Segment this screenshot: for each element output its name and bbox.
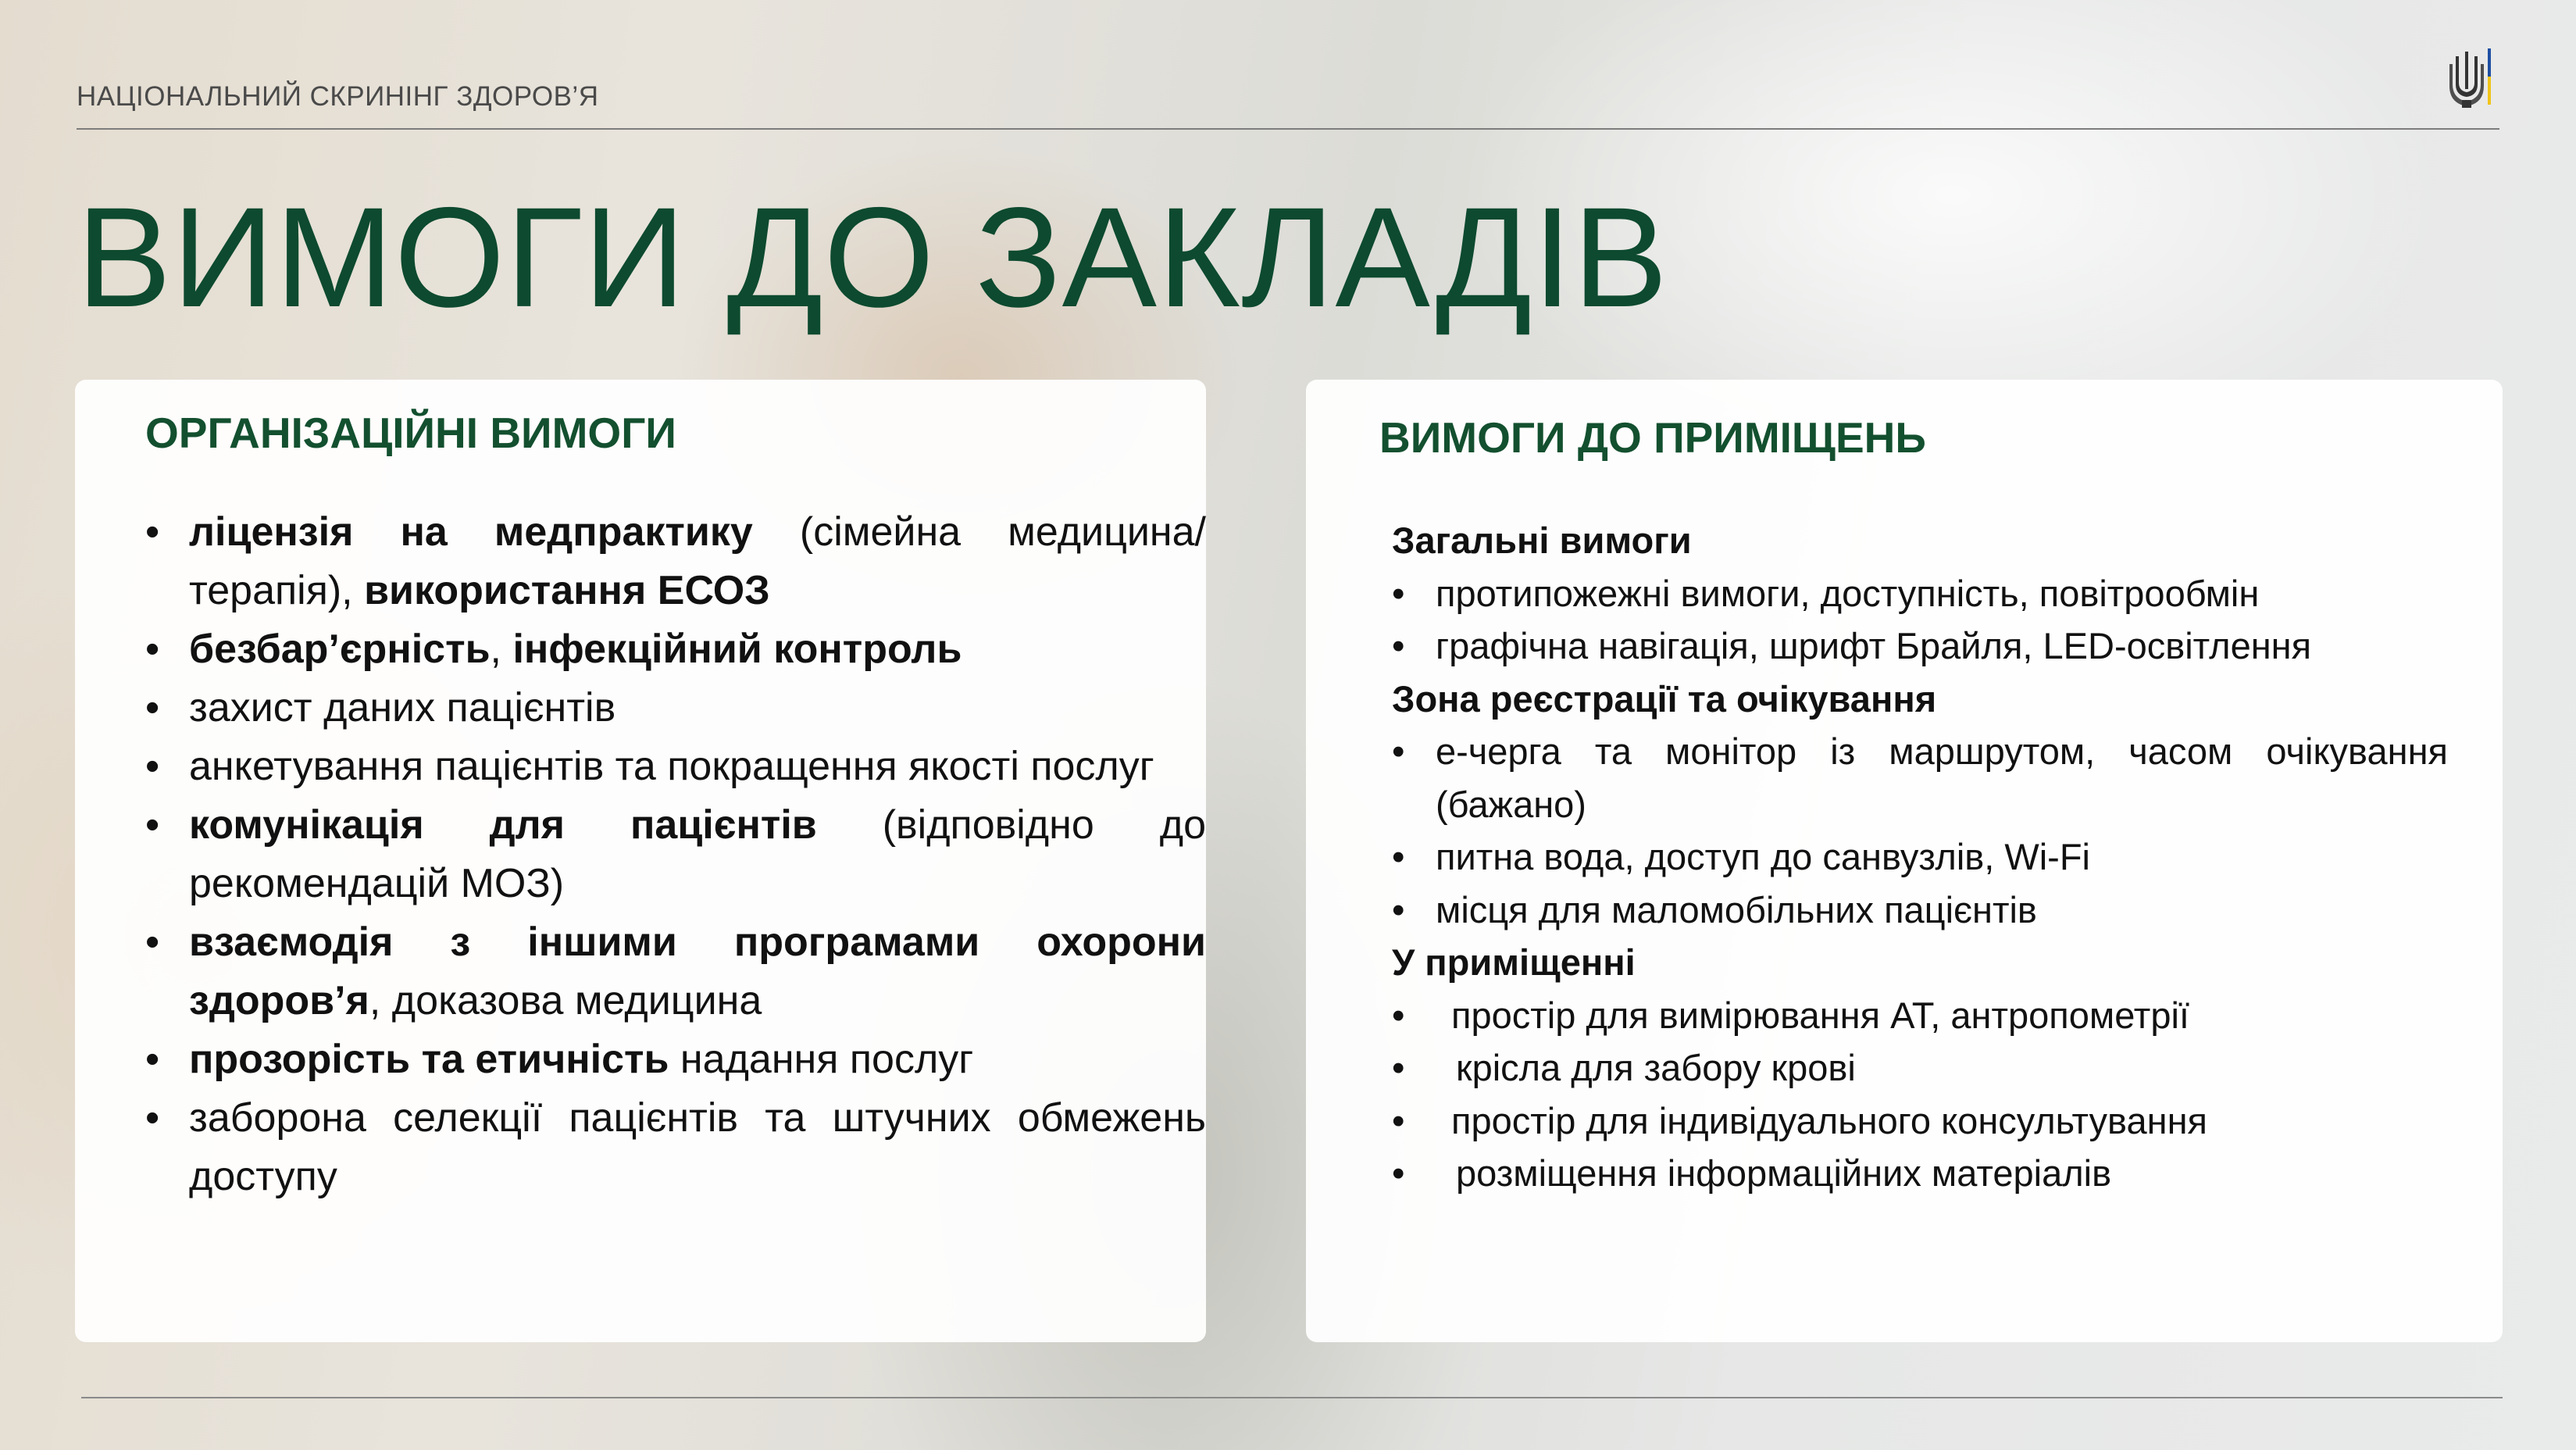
organizational-requirements-title: ОРГАНІЗАЦІЙНІ ВИМОГИ	[145, 409, 676, 457]
list-item: • простір для індивідуального консультування	[1392, 1095, 2448, 1148]
list-item: • простір для вимірювання АТ, антропометрії	[1392, 989, 2448, 1042]
list-item: • анкетування пацієнтів та покращення якості послуг	[145, 738, 1206, 796]
premises-requirements-card	[1306, 380, 2503, 1342]
list-item: • комунікація для пацієнтів (відповідно до рекомендацій МОЗ)	[145, 796, 1206, 913]
list-item: • взаємодія з іншими програмами охорони здоров’я, доказова медицина	[145, 913, 1206, 1030]
list-item: • е-черга та монітор із маршрутом, часом очікування (бажано)	[1392, 725, 2448, 830]
general-requirements-heading: Загальні вимоги	[1392, 520, 1692, 561]
header-label: НАЦІОНАЛЬНИЙ СКРИНІНГ ЗДОРОВ’Я	[77, 81, 599, 112]
ukraine-trident-icon	[2442, 48, 2492, 111]
organizational-requirements-card	[75, 380, 1206, 1342]
premises-requirements-body	[1392, 514, 2448, 1200]
organizational-requirements-list	[145, 503, 1206, 1206]
list-item: • заборона селекції пацієнтів та штучних обмежень доступу	[145, 1089, 1206, 1206]
indoor-list	[1392, 989, 2448, 1200]
registration-zone-list	[1392, 725, 2448, 936]
list-item: • безбар’єрність, інфекційний контроль	[145, 620, 1206, 679]
footer-divider	[81, 1397, 2503, 1398]
list-item: • протипожежні вимоги, доступність, повітрообмін	[1392, 567, 2448, 620]
list-item: • прозорість та етичність надання послуг	[145, 1030, 1206, 1089]
list-item: • місця для маломобільних пацієнтів	[1392, 884, 2448, 937]
list-item: • питна вода, доступ до санвузлів, Wi-Fi	[1392, 830, 2448, 884]
header-divider	[77, 128, 2499, 130]
list-item: • розміщення інформаційних матеріалів	[1392, 1147, 2448, 1200]
indoor-heading: У приміщенні	[1392, 941, 1636, 983]
registration-zone-heading: Зона реєстрації та очікування	[1392, 677, 1937, 720]
page-title: ВИМОГИ ДО ЗАКЛАДІВ	[77, 177, 1669, 337]
premises-requirements-title: ВИМОГИ ДО ПРИМІЩЕНЬ	[1379, 413, 1926, 462]
list-item: • захист даних пацієнтів	[145, 679, 1206, 738]
general-requirements-list	[1392, 567, 2448, 673]
list-item: • крісла для забору крові	[1392, 1041, 2448, 1095]
list-item: • ліцензія на медпрактику (сімейна медицина/терапія), використання ЕСОЗ	[145, 503, 1206, 620]
list-item: • графічна навігація, шрифт Брайля, LED-освітлення	[1392, 620, 2448, 673]
